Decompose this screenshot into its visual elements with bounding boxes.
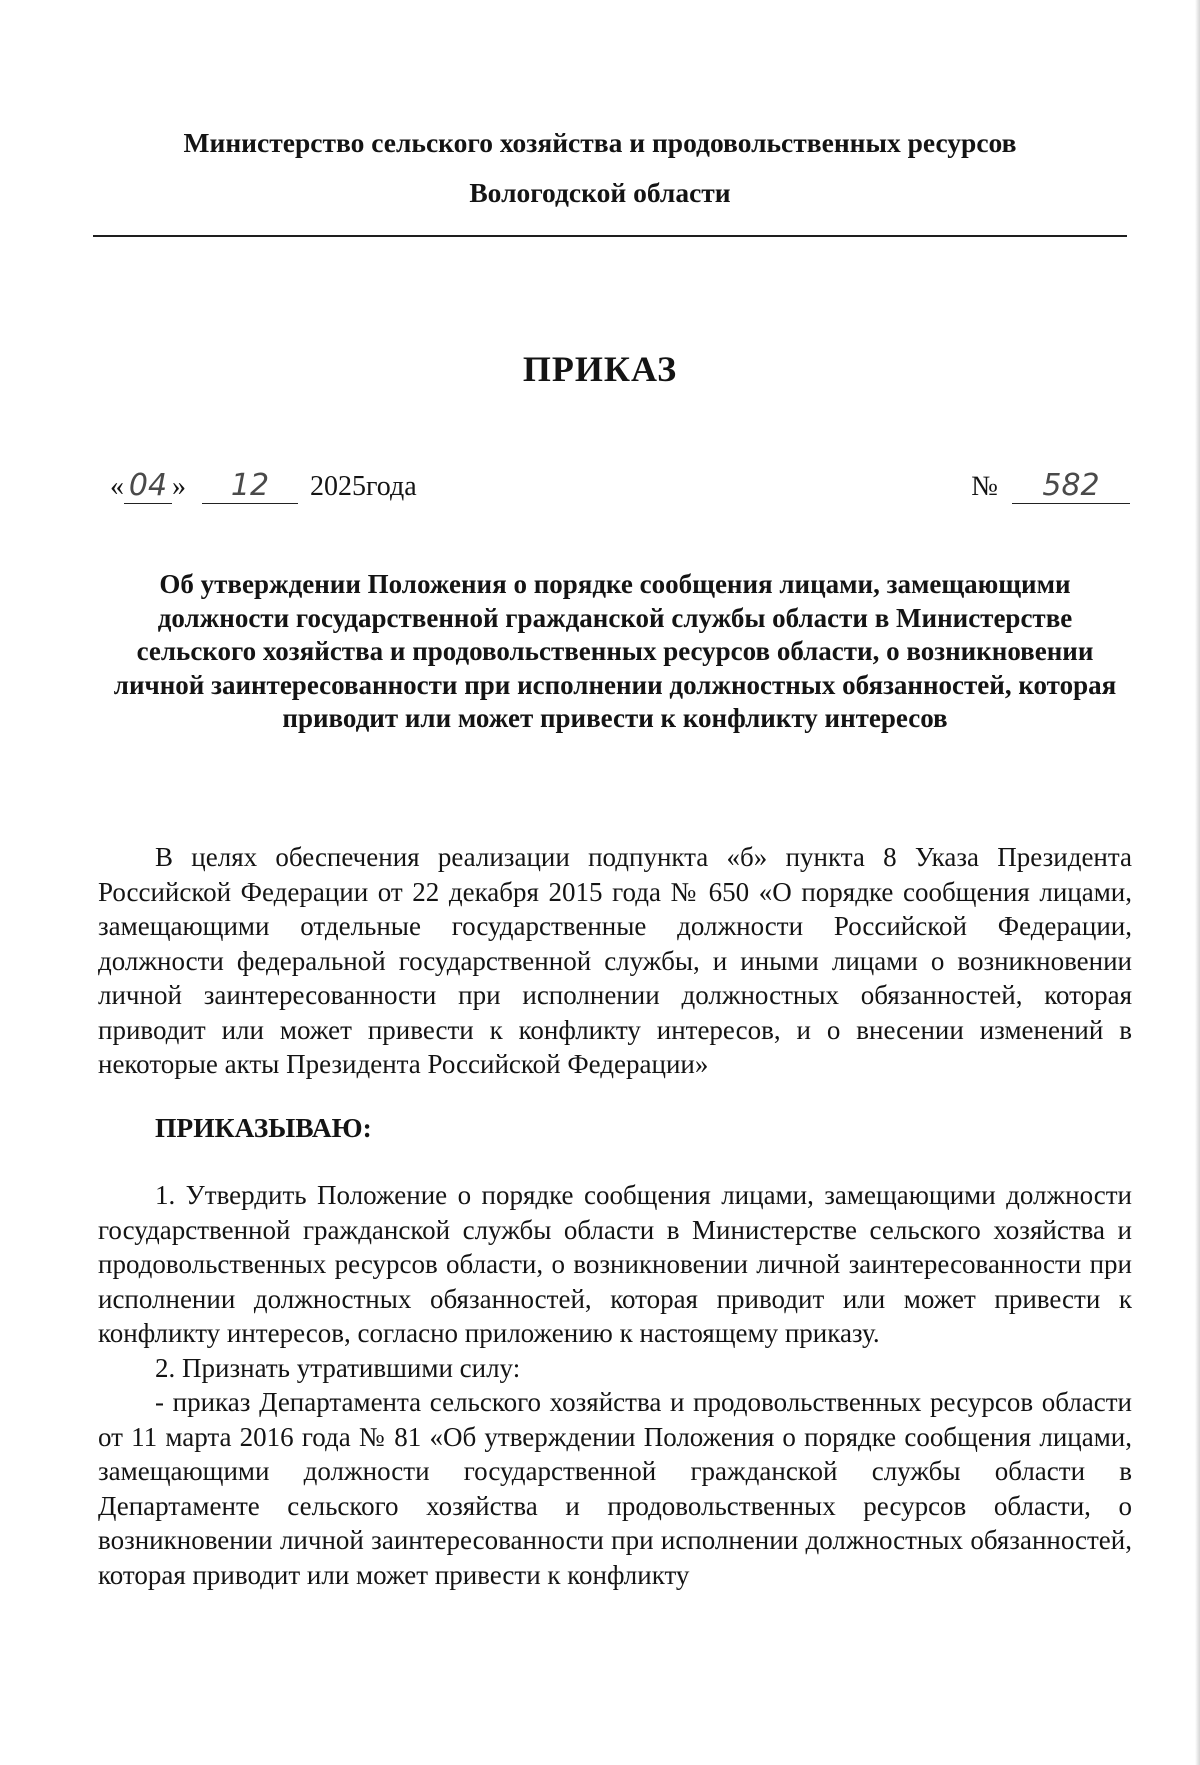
preamble-paragraph: В целях обеспечения реализации подпункта «б» пункта 8 Указа Президента Российской Федерации от 22 декабря 2015 года № 650 «О порядке сообщения лицами, замещающими отдельные государственные должности Российской Федерации, должности федеральной государственной службы, и иными лицами о возникновении личной заинтересованности при исполнении должностных обязанностей, которая приводит или может привести к конфликту интересов, и о внесении изменений в некоторые акты Президента Российской Федерации» xyxy=(98,842,1132,1079)
order-item-1: 1. Утвердить Положение о порядке сообщения лицами, замещающими должности государственной гражданской службы области в Министерстве сельского хозяйства и продовольственных ресурсов области, о возникновении личной заинтересованности при исполнении должностных обязанностей, которая приводит или может привести к конфликту интересов, согласно приложению к настоящему приказу. xyxy=(98,1180,1132,1348)
number-label: № xyxy=(971,471,998,502)
preamble-block xyxy=(98,840,1132,1082)
page-edge-shadow xyxy=(1195,0,1200,1765)
order-item-2-subitem: - приказ Департамента сельского хозяйства и продовольственных ресурсов области от 11 марта 2016 года № 81 «Об утверждении Положения о порядке сообщения лицами, замещающими должности государственной гражданской службы области в Департаменте сельского хозяйства и продовольственных ресурсов области, о возникновении личной заинтересованности при исполнении должностных обязанностей, которая приводит или может привести к конфликту xyxy=(98,1387,1132,1590)
order-date xyxy=(110,468,417,504)
order-number-handwritten: 582 xyxy=(1042,468,1100,503)
header-divider xyxy=(93,235,1127,237)
date-month-handwritten: 12 xyxy=(230,468,270,503)
order-subject: Об утверждении Положения о порядке сообщения лицами, замещающими должности государственной гражданской службы области в Министерстве сельского хозяйства и продовольственных ресурсов области, о возникновении личной заинтересованности при исполнении должностных обязанностей, которая приводит или может привести к конфликту интересов xyxy=(113,569,1117,733)
date-day-field xyxy=(124,468,172,504)
order-number-field xyxy=(1012,468,1130,504)
date-year-suffix: года xyxy=(366,471,417,502)
date-number-row xyxy=(110,460,1130,510)
ministry-header xyxy=(100,118,1100,218)
close-quote: » xyxy=(172,471,186,502)
document-title: ПРИКАЗ xyxy=(522,349,678,389)
order-item-2: 2. Признать утратившими силу: xyxy=(155,1352,521,1383)
date-year: 2025 xyxy=(310,471,366,502)
order-number xyxy=(971,468,1130,504)
decree-heading: ПРИКАЗЫВАЮ: xyxy=(155,1112,372,1143)
date-day-handwritten: 04 xyxy=(128,468,168,503)
order-items xyxy=(98,1178,1132,1592)
date-month-field xyxy=(202,468,298,504)
open-quote: « xyxy=(110,471,124,502)
ministry-name: Министерство сельского хозяйства и продовольственных ресурсов xyxy=(183,127,1017,158)
ministry-region: Вологодской области xyxy=(469,177,731,208)
